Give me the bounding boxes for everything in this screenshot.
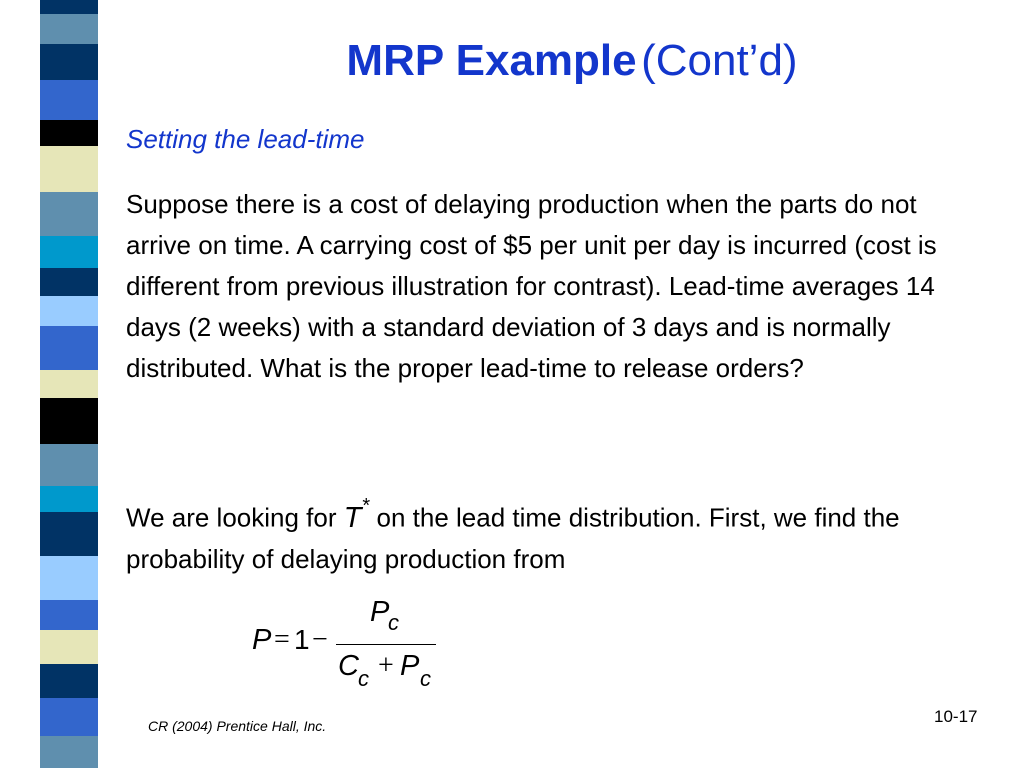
paragraph2-text-start: We are looking for	[126, 502, 344, 533]
formula-denominator-var2: P	[400, 650, 420, 682]
formula-lhs: P	[252, 624, 272, 656]
paragraph2-text-end: on the lead time distribution. First, we find the probability of delaying production from	[126, 502, 900, 574]
fraction-bar	[336, 644, 436, 645]
formula-denominator-var1: C	[338, 650, 359, 682]
decorative-stripe-sidebar	[0, 0, 120, 768]
slide-title-bold: MRP Example	[346, 36, 637, 85]
formula-numerator-sub: c	[388, 610, 399, 635]
probability-formula	[252, 596, 452, 706]
formula-one: 1	[294, 624, 310, 655]
slide-page-number: 10-17	[934, 707, 978, 726]
slide-title	[120, 36, 1024, 86]
formula-equals: =	[274, 624, 290, 655]
formula-minus: −	[312, 624, 328, 655]
section-subtitle: Setting the lead-time	[126, 124, 365, 154]
formula-denominator-sub1: c	[358, 666, 369, 691]
formula-plus: +	[378, 650, 394, 681]
footer-copyright: CR (2004) Prentice Hall, Inc.	[148, 718, 327, 734]
formula-numerator-var: P	[370, 596, 390, 628]
body-paragraph-2	[126, 490, 956, 580]
slide-title-normal: (Cont’d)	[641, 36, 798, 85]
t-star-variable: T*	[343, 495, 370, 534]
body-paragraph-1: Suppose there is a cost of delaying production when the parts do not arrive on time. A carrying cost of $5 per unit per day is incurred (cost is different from previous illustration for contrast). Lead-time averages 14 days (2 weeks) with a standard deviation of 3 days and is normally distributed. What is the proper lead-time to release orders?	[126, 189, 937, 383]
formula-denominator-sub2: c	[420, 666, 431, 691]
